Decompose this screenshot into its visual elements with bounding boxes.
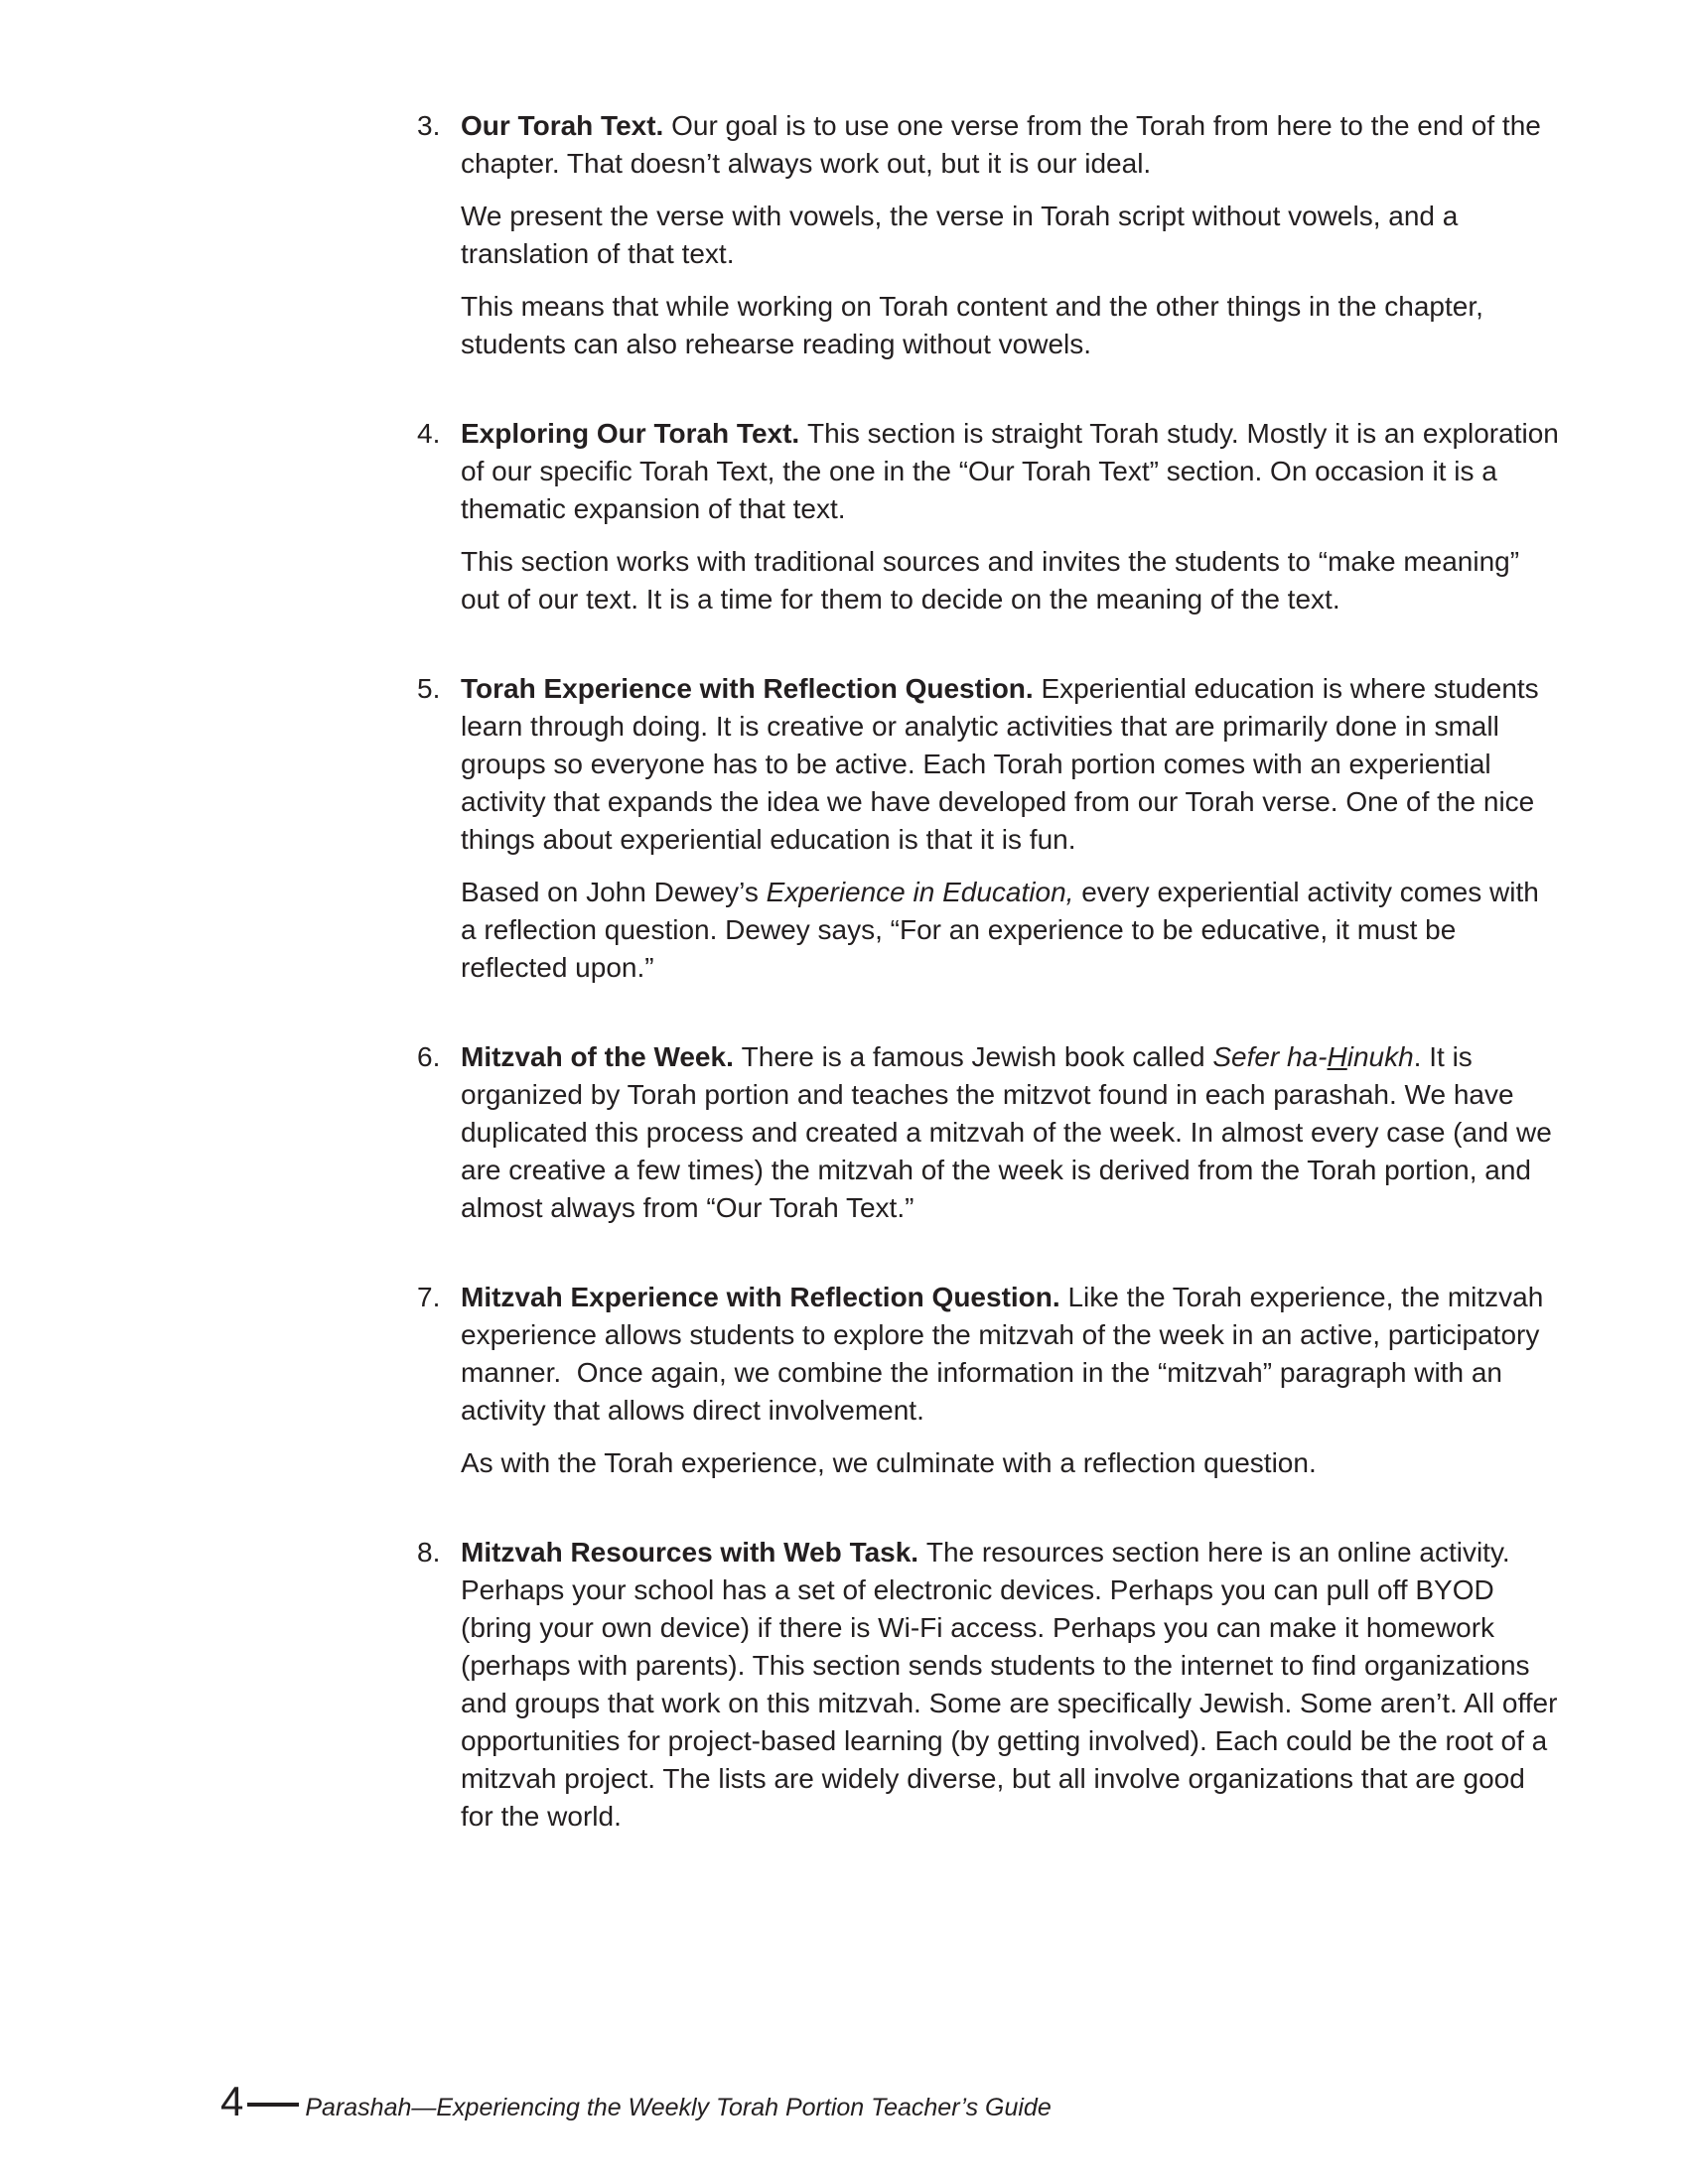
- list-item: [417, 1038, 1559, 1227]
- item-paragraph: [461, 1534, 1559, 1836]
- item-paragraph: [461, 1038, 1559, 1227]
- page-number: 4: [220, 2078, 244, 2124]
- text-segment: This section works with traditional sources and invites the students to “make meaning” out of our text. It is a time for them to decide on the meaning of the text.: [461, 546, 1520, 614]
- item-content: [461, 1534, 1559, 1836]
- item-paragraph: [461, 543, 1559, 618]
- item-number: 4.: [417, 418, 441, 449]
- footer-title: Parashah—Experiencing the Weekly Torah Portion Teacher’s Guide: [305, 2094, 1052, 2121]
- text-segment: Based on John Dewey’s: [461, 877, 767, 907]
- item-title: Torah Experience with Reflection Question.: [461, 673, 1042, 704]
- item-paragraph: [461, 198, 1559, 273]
- footer-rule: [247, 2103, 299, 2107]
- item-paragraph: [461, 415, 1559, 528]
- item-content: [461, 1038, 1559, 1227]
- list-item: [417, 107, 1559, 363]
- text-segment: Experience in Education,: [766, 877, 1074, 907]
- item-paragraph: [461, 670, 1559, 859]
- text-segment: every experiential activity comes with a reflection question. Dewey says, “For an experience to be educative, it must be reflected upon.”: [461, 877, 1539, 983]
- list-item: [417, 415, 1559, 618]
- item-title: Mitzvah of the Week.: [461, 1041, 742, 1072]
- text-segment: We present the verse with vowels, the verse in Torah script without vowels, and a translation of that text.: [461, 201, 1459, 269]
- list-item: [417, 1279, 1559, 1482]
- item-content: [461, 415, 1559, 618]
- text-segment: Sefer ha-: [1212, 1041, 1328, 1072]
- item-number: 8.: [417, 1537, 441, 1568]
- item-title: Mitzvah Experience with Reflection Question.: [461, 1282, 1068, 1312]
- item-content: [461, 670, 1559, 987]
- item-content: [461, 107, 1559, 363]
- text-segment: . It is organized by Torah portion and teaches the mitzvot found in each parashah. We have duplicated this process and created a mitzvah of the week. In almost every case (and we are creative a few times) the mitzvah of the week is derived from the Torah portion, and almost always from “Our Torah Text.”: [461, 1041, 1552, 1223]
- list-item: [417, 670, 1559, 987]
- text-segment: Our goal is to use one verse from the Torah from here to the end of the chapter. That doesn’t always work out, but it is our ideal.: [461, 110, 1541, 179]
- numbered-list: [417, 107, 1559, 1836]
- text-segment: The resources section here is an online activity. Perhaps your school has a set of electronic devices. Perhaps you can pull off BYOD (bring your own device) if there is Wi-Fi access. Perhaps you can make it homework (perhaps with parents). This section sends students to the internet to find organizations and groups that work on this mitzvah. Some are specifically Jewish. Some aren’t. All offer opportunities for project-based learning (by getting involved). Each could be the root of a mitzvah project. The lists are widely diverse, but all involve organizations that are good for the world.: [461, 1537, 1558, 1832]
- text-segment: There is a famous Jewish book called: [741, 1041, 1213, 1072]
- text-segment: This means that while working on Torah content and the other things in the chapter, students can also rehearse reading without vowels.: [461, 291, 1483, 359]
- text-segment: inukh: [1346, 1041, 1414, 1072]
- text-segment: Experiential education is where students learn through doing. It is creative or analytic activities that are primarily done in small groups so everyone has to be active. Each Torah portion comes with an experiential activity that expands the idea we have developed from our Torah verse. One of the nice things about experiential education is that it is fun.: [461, 673, 1539, 855]
- item-title: Mitzvah Resources with Web Task.: [461, 1537, 926, 1568]
- list-item: [417, 1534, 1559, 1836]
- item-paragraph: [461, 874, 1559, 987]
- item-title: Our Torah Text.: [461, 110, 672, 141]
- item-paragraph: [461, 1279, 1559, 1430]
- text-segment: As with the Torah experience, we culminate with a reflection question.: [461, 1447, 1317, 1478]
- item-paragraph: [461, 107, 1559, 183]
- item-paragraph: [461, 1444, 1559, 1482]
- item-number: 6.: [417, 1041, 441, 1072]
- item-content: [461, 1279, 1559, 1482]
- text-segment: This section is straight Torah study. Mostly it is an exploration of our specific Torah Text, the one in the “Our Torah Text” section. On occasion it is a thematic expansion of that text.: [461, 418, 1559, 524]
- item-number: 3.: [417, 110, 441, 141]
- item-number: 5.: [417, 673, 441, 704]
- text-segment: H: [1327, 1041, 1347, 1072]
- text-segment: Like the Torah experience, the mitzvah experience allows students to explore the mitzvah of the week in an active, participatory manner. Once again, we combine the information in the “mitzvah” paragraph with an activity that allows direct involvement.: [461, 1282, 1544, 1426]
- item-number: 7.: [417, 1282, 441, 1312]
- item-title: Exploring Our Torah Text.: [461, 418, 807, 449]
- page-footer: [220, 2078, 1052, 2124]
- item-paragraph: [461, 288, 1559, 363]
